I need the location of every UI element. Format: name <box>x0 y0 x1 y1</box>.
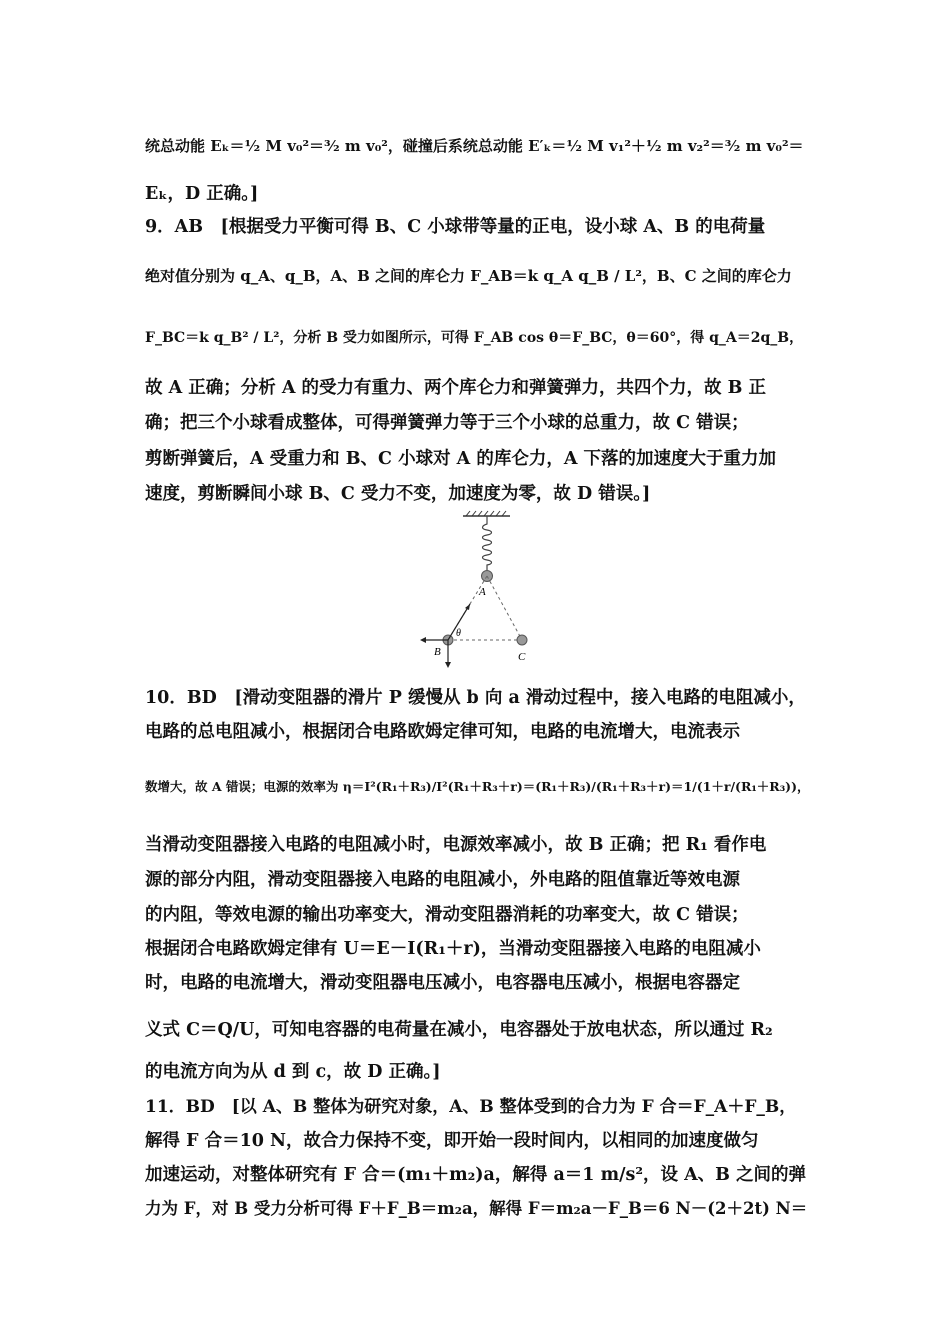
label-theta: θ <box>456 628 461 639</box>
text-line: 加速运动，对整体研究有 F 合＝(m₁＋m₂)a，解得 a＝1 m/s²，设 A、B 之间的弹 <box>145 1165 807 1185</box>
text-line: 力为 F，对 B 受力分析可得 F＋F_B＝m₂a，解得 F＝m₂a－F_B＝6 N－(2＋2t) N＝ <box>145 1199 808 1218</box>
text-line: 绝对值分别为 q_A、q_B，A、B 之间的库仑力 F_AB＝k q_A q_B / L²，B、C 之间的库仑力 <box>145 267 792 285</box>
force-diagram <box>408 510 538 670</box>
text-line: 统总动能 Eₖ＝½ M v₀²＝³⁄₂ m v₀²，碰撞后系统总动能 E′ₖ＝½ M v₁²＋½ m v₂²＝³⁄₂ m v₀²＝ <box>145 137 804 155</box>
text-line: 解得 F 合＝10 N，故合力保持不变，即开始一段时间内，以相同的加速度做匀 <box>145 1131 759 1151</box>
text-line: 源的部分内阻，滑动变阻器接入电路的电阻减小，外电路的阻值靠近等效电源 <box>145 870 740 890</box>
text-line: 时，电路的电流增大，滑动变阻器电压减小，电容器电压减小，根据电容器定 <box>145 973 740 993</box>
text-line: 电路的总电阻减小，根据闭合电路欧姆定律可知，电路的电流增大，电流表示 <box>145 722 740 742</box>
text-line: 剪断弹簧后，A 受重力和 B、C 小球对 A 的库仑力，A 下落的加速度大于重力加 <box>145 449 777 469</box>
text-line: 的内阻，等效电源的输出功率变大，滑动变阻器消耗的功率变大，故 C 错误； <box>145 905 749 925</box>
text-line: 义式 C＝Q/U，可知电容器的电荷量在减小，电容器处于放电状态，所以通过 R₂ <box>145 1020 773 1040</box>
label-a: A <box>479 586 486 598</box>
spring <box>483 516 492 570</box>
text-line: 10．BD [滑动变阻器的滑片 P 缓慢从 b 向 a 滑动过程中，接入电路的电阻减小， <box>145 688 806 708</box>
text-line: 11．BD [以 A、B 整体为研究对象，A、B 整体受到的合力为 F 合＝F_A＋F_B， <box>145 1097 797 1117</box>
arrowhead <box>445 662 451 668</box>
text-line: 根据闭合电路欧姆定律有 U＝E－I(R₁＋r)，当滑动变阻器接入电路的电阻减小 <box>145 939 761 959</box>
text-line: 速度，剪断瞬间小球 B、C 受力不变，加速度为零，故 D 错误。] <box>145 484 651 504</box>
text-line: 数增大，故 A 错误；电源的效率为 η＝I²(R₁＋R₃)/I²(R₁＋R₃＋r)＝(R₁＋R₃)/(R₁＋R₃＋r)＝1/(1＋r/(R₁＋R₃))， <box>145 779 810 794</box>
label-c: C <box>518 651 526 663</box>
text-line: 确；把三个小球看成整体，可得弹簧弹力等于三个小球的总重力，故 C 错误； <box>145 413 749 433</box>
label-b: B <box>434 646 441 658</box>
arrowhead <box>420 637 426 643</box>
text-line: Eₖ，D 正确。] <box>145 184 259 204</box>
dashed-ac <box>487 576 522 640</box>
text-line: F_BC＝k q_B² / L²，分析 B 受力如图所示，可得 F_AB cos θ＝F_BC，θ＝60°，得 q_A＝2q_B， <box>145 330 804 346</box>
text-line: 当滑动变阻器接入电路的电阻减小时，电源效率减小，故 B 正确；把 R₁ 看作电 <box>145 835 767 855</box>
ball-c <box>517 635 527 645</box>
arrowhead <box>465 604 470 610</box>
text-line: 9．AB [根据受力平衡可得 B、C 小球带等量的正电，设小球 A、B 的电荷量 <box>145 217 766 237</box>
text-line: 的电流方向为从 d 到 c，故 D 正确。] <box>145 1062 441 1082</box>
text-line: 故 A 正确；分析 A 的受力有重力、两个库仑力和弹簧弹力，共四个力，故 B 正 <box>145 378 766 398</box>
